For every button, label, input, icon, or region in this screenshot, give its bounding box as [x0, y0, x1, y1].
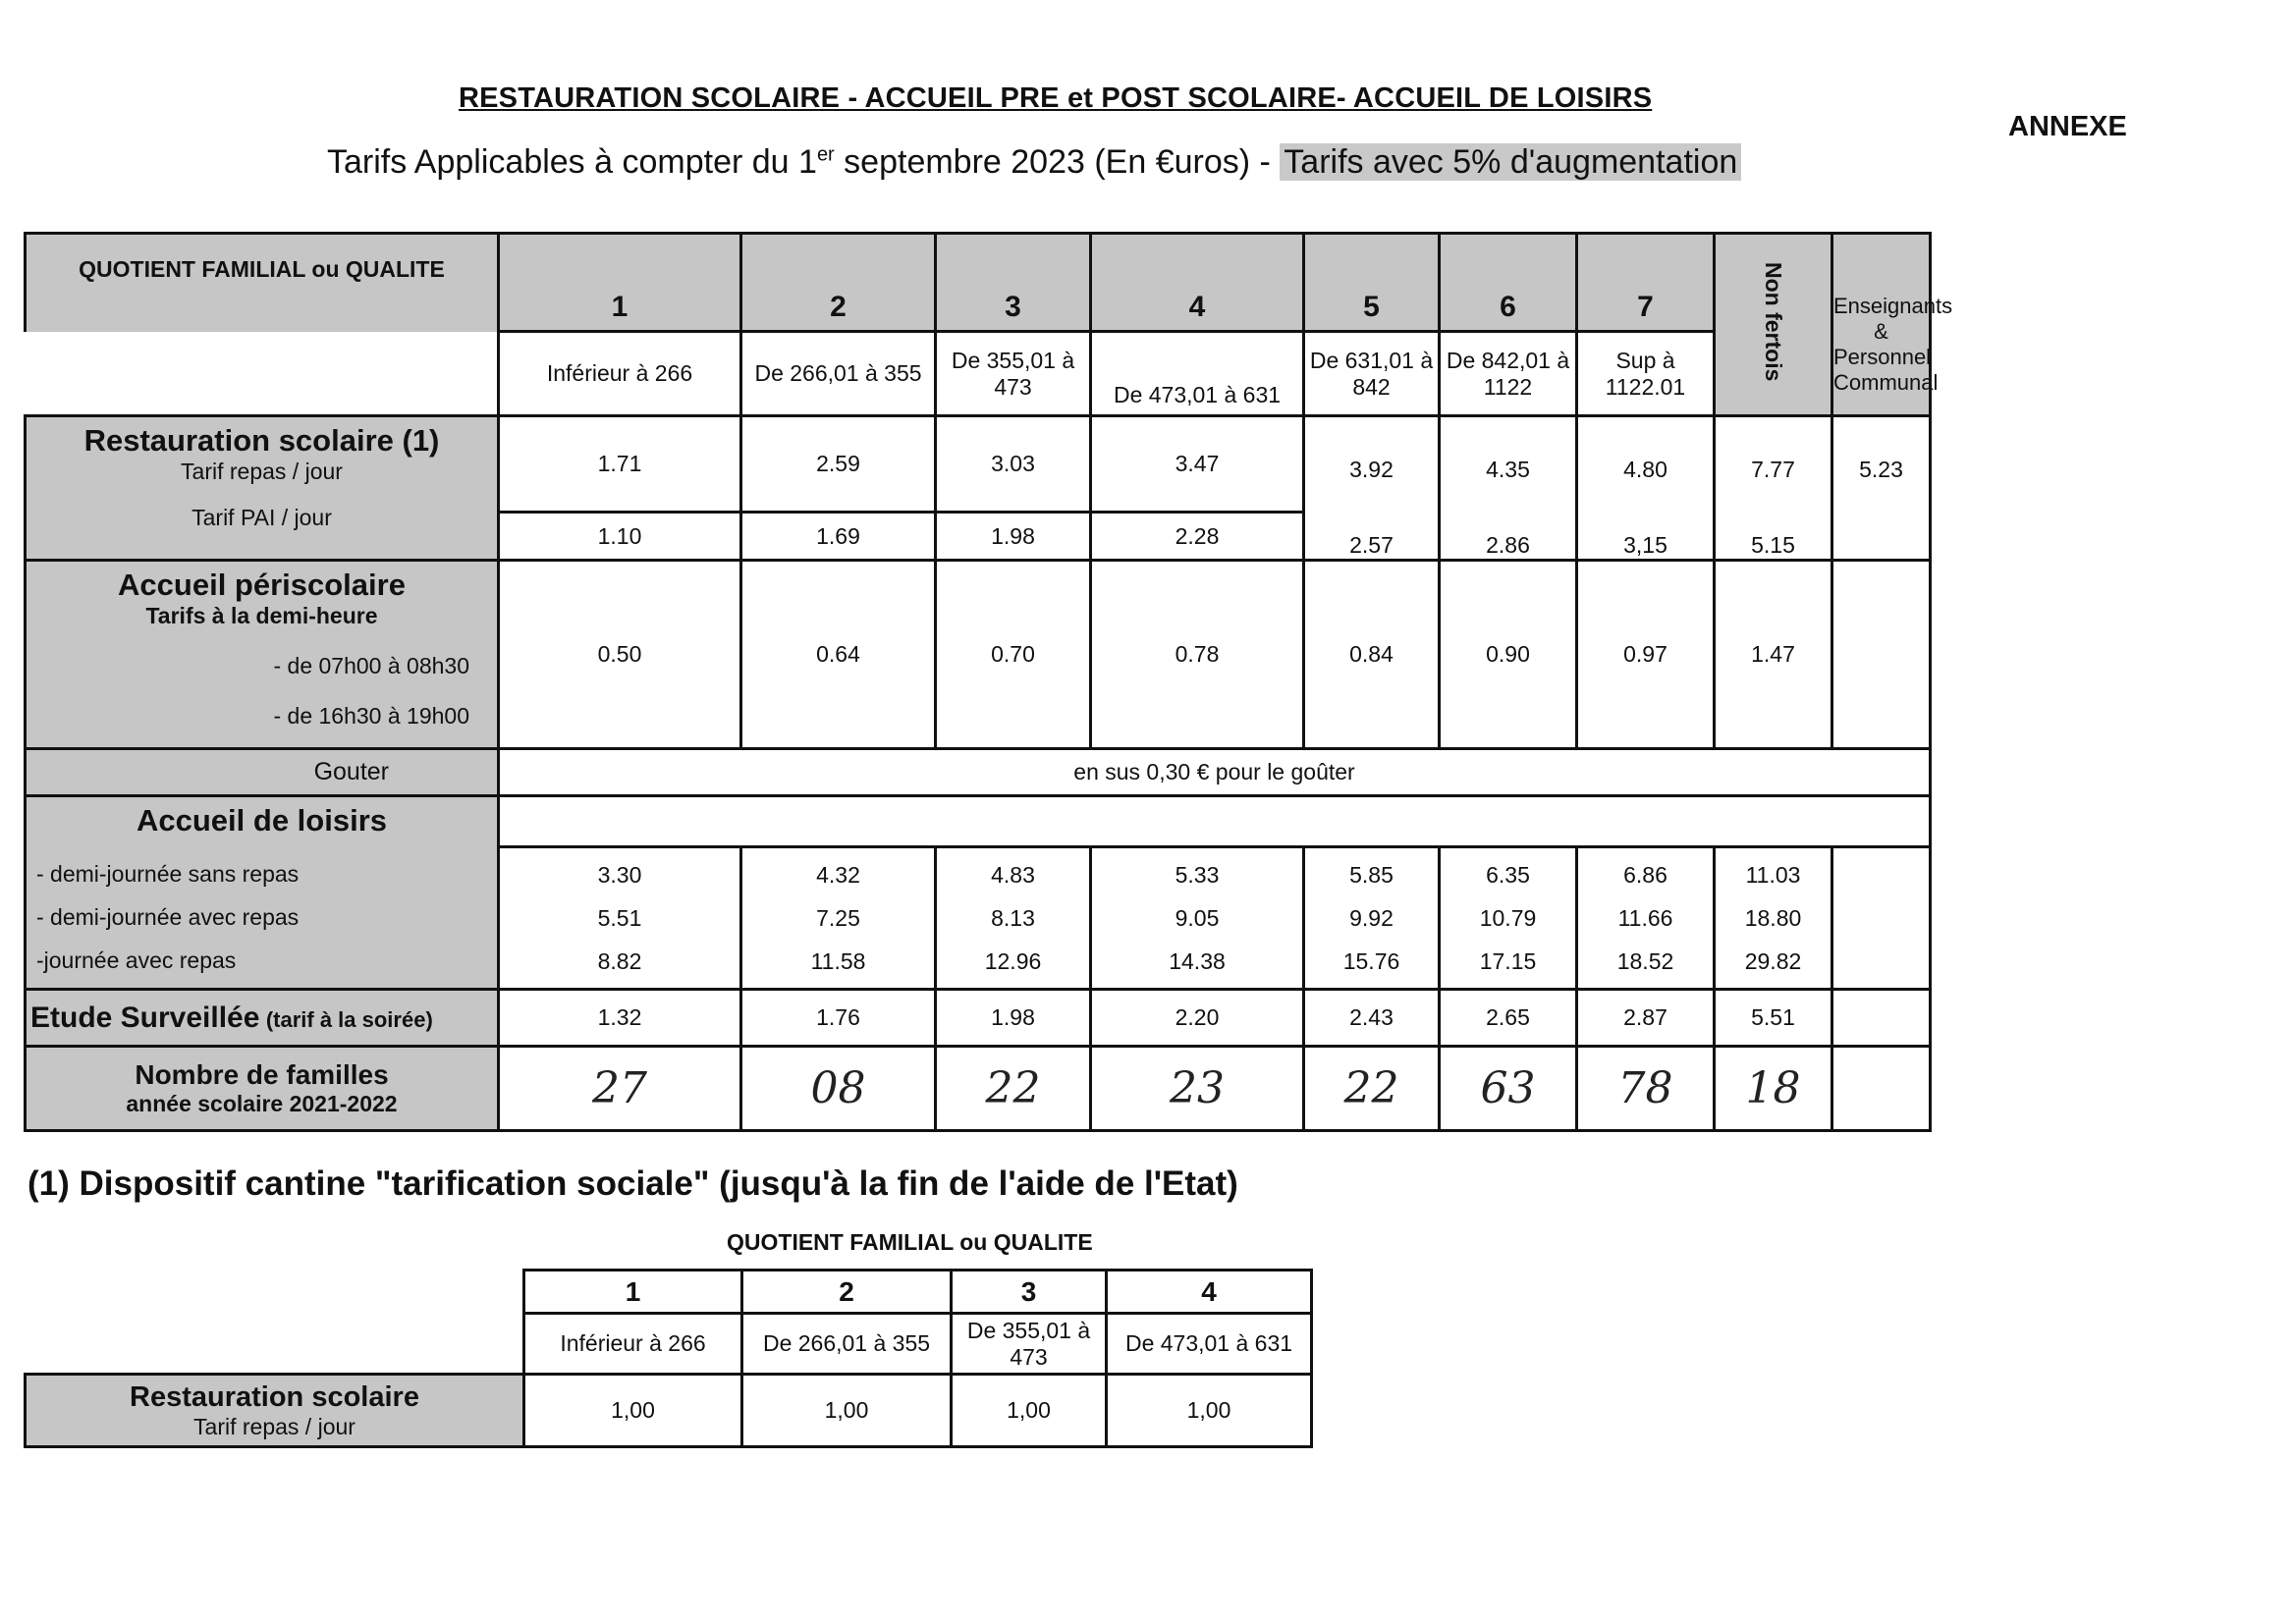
periscolaire-slot1: - de 07h00 à 08h30: [273, 653, 469, 678]
peri-6: 0.90: [1440, 561, 1577, 749]
social-col-range-1: Inférieur à 266: [524, 1314, 742, 1375]
repas-4: 3.47: [1091, 416, 1304, 513]
gouter-text: en sus 0,30 € pour le goûter: [499, 749, 1931, 796]
loisirs-col-6: [1440, 846, 1577, 989]
loisirs-col-3: [936, 846, 1091, 989]
repas-1: 1.71: [499, 416, 741, 513]
col-range-3: De 355,01 à 473: [936, 332, 1091, 416]
social-col-num-3: 3: [952, 1271, 1107, 1314]
etude-8: 5.51: [1715, 990, 1832, 1047]
social-col-range-2: De 266,01 à 355: [742, 1314, 952, 1375]
loisirs-6-b: 10.79: [1479, 904, 1537, 931]
familles-label-cell: [26, 1047, 499, 1131]
peri-enseignants: [1832, 561, 1931, 749]
periscolaire-label-cell: [26, 561, 499, 749]
qf-header: QUOTIENT FAMILIAL ou QUALITE: [26, 234, 499, 332]
etude-5: 2.43: [1304, 990, 1440, 1047]
social-pricing-note: (1) Dispositif cantine "tarification sociale" (jusqu'à la fin de l'aide de l'Etat): [27, 1164, 1238, 1203]
social-value-3: 1,00: [952, 1375, 1107, 1447]
tarif-pai-label: Tarif PAI / jour: [191, 505, 332, 530]
social-col-range-3: De 355,01 à 473: [952, 1314, 1107, 1375]
loisirs-5-c: 15.76: [1342, 947, 1400, 974]
peri-8: 1.47: [1715, 561, 1832, 749]
peri-3: 0.70: [936, 561, 1091, 749]
loisirs-5-b: 9.92: [1349, 904, 1394, 931]
loisirs-4-b: 9.05: [1175, 904, 1220, 931]
loisirs-col-7: [1577, 846, 1715, 989]
etude-2: 1.76: [741, 990, 936, 1047]
periscolaire-label: Accueil périscolaire: [118, 568, 406, 602]
gouter-label: Gouter: [26, 749, 499, 796]
periscolaire-sub: Tarifs à la demi-heure: [145, 603, 378, 628]
familles-2: 08: [741, 1047, 936, 1131]
pai-7: 3,15: [1623, 532, 1667, 558]
col-range-1: Inférieur à 266: [499, 332, 741, 416]
loisirs-5-a: 5.85: [1349, 861, 1394, 888]
repas-non-fertois: [1715, 416, 1832, 561]
annexe-label: ANNEXE: [2008, 111, 2127, 142]
repas-6: [1440, 416, 1577, 561]
subtitle: [327, 143, 1741, 182]
etude-7: 2.87: [1577, 990, 1715, 1047]
loisirs-4-a: 5.33: [1175, 861, 1220, 888]
loisirs-1-b: 5.51: [597, 904, 642, 931]
restauration-label-cell: [26, 416, 499, 561]
pai-1: 1.10: [499, 513, 741, 561]
loisirs-col-5: [1304, 846, 1440, 989]
loisirs-8-c: 29.82: [1744, 947, 1802, 974]
social-col-num-4: 4: [1107, 1271, 1312, 1314]
social-value-1: 1,00: [524, 1375, 742, 1447]
social-qf-header: QUOTIENT FAMILIAL ou QUALITE: [727, 1229, 1093, 1255]
social-range-blank: [26, 1314, 524, 1375]
familles-3: 22: [936, 1047, 1091, 1131]
peri-1: 0.50: [499, 561, 741, 749]
social-col-num-1: 1: [524, 1271, 742, 1314]
peri-7: 0.97: [1577, 561, 1715, 749]
social-row-label: Restauration scolaire: [130, 1380, 419, 1413]
familles-7: 78: [1577, 1047, 1715, 1131]
etude-enseignants: [1832, 990, 1931, 1047]
peri-2: 0.64: [741, 561, 936, 749]
loisirs-2-a: 4.32: [816, 861, 860, 888]
familles-8: 18: [1715, 1047, 1832, 1131]
pai-2: 1.69: [741, 513, 936, 561]
col-range-5: De 631,01 à 842: [1304, 332, 1440, 416]
restauration-label: Restauration scolaire (1): [83, 423, 440, 458]
loisirs-6-c: 17.15: [1479, 947, 1537, 974]
pai-3: 1.98: [936, 513, 1091, 561]
document-title: RESTAURATION SCOLAIRE - ACCUEIL PRE et POST SCOLAIRE- ACCUEIL DE LOISIRS: [459, 82, 1653, 114]
familles-5: 22: [1304, 1047, 1440, 1131]
tariff-table: [24, 232, 1953, 1132]
repas-7-value: 4.80: [1623, 457, 1667, 482]
repas-enseignants: 5.23: [1832, 416, 1931, 561]
repas-5: [1304, 416, 1440, 561]
loisirs-1-a: 3.30: [597, 861, 642, 888]
pai-8: 5.15: [1751, 532, 1795, 558]
familles-6: 63: [1440, 1047, 1577, 1131]
col-num-4: 4: [1091, 234, 1304, 332]
loisirs-7-a: 6.86: [1623, 861, 1667, 888]
subtitle-mid: septembre 2023 (En €uros) -: [834, 143, 1281, 181]
loisirs-col-4: [1091, 846, 1304, 989]
loisirs-row-1: - demi-journée sans repas: [36, 861, 300, 887]
loisirs-enseignants: [1832, 846, 1931, 989]
repas-8-value: 7.77: [1751, 457, 1795, 482]
familles-sub: année scolaire 2021-2022: [126, 1091, 398, 1116]
repas-2: 2.59: [741, 416, 936, 513]
etude-3: 1.98: [936, 990, 1091, 1047]
loisirs-col-2: [741, 846, 936, 989]
col-num-1: 1: [499, 234, 741, 332]
loisirs-3-a: 4.83: [991, 861, 1035, 888]
loisirs-row-labels: [36, 852, 487, 982]
familles-1: 27: [499, 1047, 741, 1131]
col-range-6: De 842,01 à 1122: [1440, 332, 1577, 416]
familles-4: 23: [1091, 1047, 1304, 1131]
enseignants-header: Enseignants & Personnel Communal: [1832, 234, 1931, 416]
loisirs-2-c: 11.58: [810, 947, 866, 974]
non-fertois-label: Non fertois: [1761, 261, 1786, 382]
loisirs-8-b: 18.80: [1744, 904, 1802, 931]
loisirs-label-cell: [26, 796, 499, 990]
loisirs-3-b: 8.13: [991, 904, 1035, 931]
peri-4: 0.78: [1091, 561, 1304, 749]
repas-5-value: 3.92: [1349, 457, 1394, 482]
peri-5: 0.84: [1304, 561, 1440, 749]
pai-4: 2.28: [1091, 513, 1304, 561]
loisirs-blank-row: [499, 796, 1931, 847]
loisirs-7-c: 18.52: [1616, 947, 1674, 974]
repas-7: [1577, 416, 1715, 561]
etude-label-cell: [26, 990, 499, 1047]
social-row-label-cell: [26, 1375, 524, 1447]
col-num-6: 6: [1440, 234, 1577, 332]
repas-3: 3.03: [936, 416, 1091, 513]
etude-4: 2.20: [1091, 990, 1304, 1047]
tarif-repas-label: Tarif repas / jour: [181, 459, 343, 484]
pai-6: 2.86: [1486, 532, 1530, 558]
col-num-5: 5: [1304, 234, 1440, 332]
social-value-4: 1,00: [1107, 1375, 1312, 1447]
col-range-2: De 266,01 à 355: [741, 332, 936, 416]
loisirs-2-b: 7.25: [816, 904, 860, 931]
col-range-4: De 473,01 à 631: [1091, 332, 1304, 416]
col-num-3: 3: [936, 234, 1091, 332]
etude-6: 2.65: [1440, 990, 1577, 1047]
loisirs-8-a: 11.03: [1745, 861, 1801, 888]
non-fertois-header: [1715, 234, 1832, 416]
subtitle-start: Tarifs Applicables à compter du 1: [327, 143, 817, 181]
social-row-sub: Tarif repas / jour: [193, 1413, 355, 1439]
etude-label: Etude Surveillée: [30, 1001, 260, 1034]
loisirs-7-b: 11.66: [1617, 904, 1673, 931]
etude-1: 1.32: [499, 990, 741, 1047]
social-col-num-2: 2: [742, 1271, 952, 1314]
loisirs-col-8: [1715, 846, 1832, 989]
etude-label-small: (tarif à la soirée): [265, 1006, 433, 1032]
familles-label: Nombre de familles: [135, 1059, 389, 1090]
loisirs-6-a: 6.35: [1486, 861, 1530, 888]
col-range-7: Sup à 1122.01: [1577, 332, 1715, 416]
loisirs-label: Accueil de loisirs: [137, 803, 387, 838]
social-value-2: 1,00: [742, 1375, 952, 1447]
col-num-7: 7: [1577, 234, 1715, 332]
familles-enseignants: [1832, 1047, 1931, 1131]
qf-header-blank: [26, 332, 499, 416]
social-header-blank: [26, 1271, 524, 1314]
periscolaire-slot2: - de 16h30 à 19h00: [273, 703, 469, 729]
loisirs-4-c: 14.38: [1169, 947, 1226, 974]
subtitle-sup: er: [816, 143, 835, 166]
repas-6-value: 4.35: [1486, 457, 1530, 482]
loisirs-row-2: - demi-journée avec repas: [36, 904, 300, 930]
loisirs-3-c: 12.96: [984, 947, 1042, 974]
social-tariff-table: [24, 1269, 1313, 1448]
subtitle-highlight: Tarifs avec 5% d'augmentation: [1280, 143, 1741, 181]
loisirs-1-c: 8.82: [597, 947, 642, 974]
pai-5: 2.57: [1349, 532, 1394, 558]
col-num-2: 2: [741, 234, 936, 332]
loisirs-row-3: -journée avec repas: [36, 947, 237, 973]
social-col-range-4: De 473,01 à 631: [1107, 1314, 1312, 1375]
loisirs-col-1: [499, 846, 741, 989]
